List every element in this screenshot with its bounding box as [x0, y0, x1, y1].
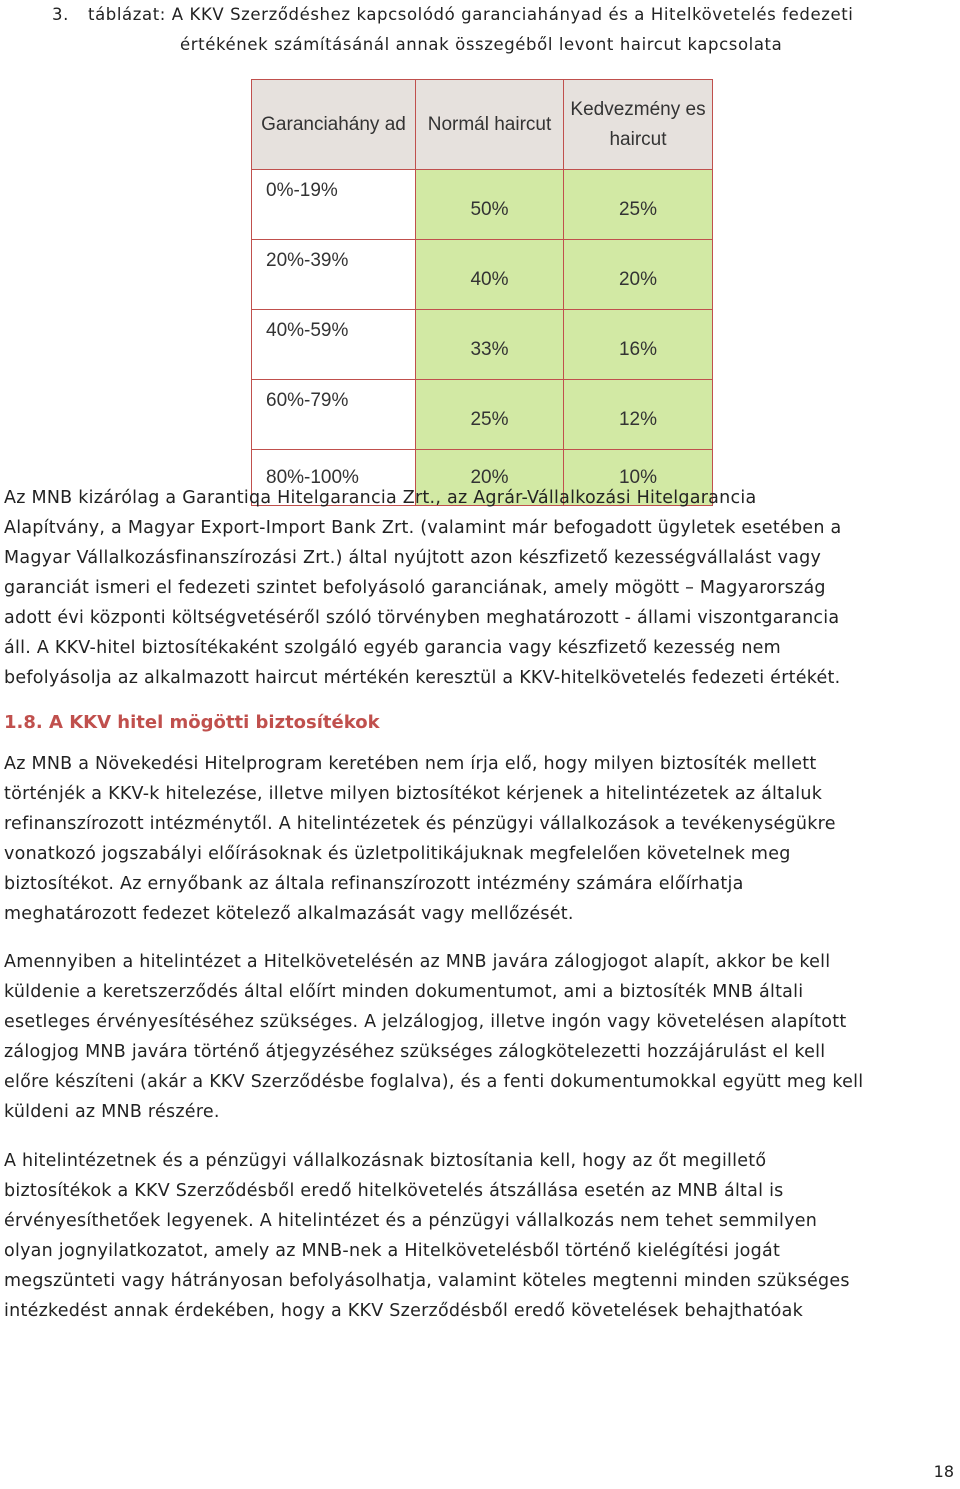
page-number: 18 [933, 1462, 954, 1481]
preferential-haircut-cell: 20% [564, 240, 713, 310]
range-cell: 40%-59% [252, 310, 416, 380]
paragraph-pledge-documents [4, 947, 954, 1127]
range-cell: 80%-100% [252, 450, 416, 506]
text-line: zálogjog MNB javára történő átjegyzéséhez szükséges zálogkötelezetti hozzájárulást el kell [4, 1042, 826, 1062]
text-line: Az MNB a Növekedési Hitelprogram keretében nem írja elő, hogy milyen biztosíték mellett [4, 754, 817, 774]
preferential-haircut-cell: 10% [564, 450, 713, 506]
text-line: befolyásolja az alkalmazott haircut mértékén keresztül a KKV-hitelkövetelés fedezeti értékét. [4, 668, 841, 688]
text-line: meghatározott fedezet kötelező alkalmazását vagy mellőzését. [4, 904, 574, 924]
text-line: történjék a KKV-k hitelezése, illetve milyen biztosítékot kérjenek a hitelintézetek az általuk [4, 784, 823, 804]
text-line: áll. A KKV-hitel biztosítékaként szolgáló egyéb garancia vagy készfizető kezesség nem [4, 638, 781, 658]
text-line: intézkedést annak érdekében, hogy a KKV Szerződésből eredő követelések behajthatóak [4, 1301, 803, 1321]
text-line: Magyar Vállalkozásfinanszírozási Zrt.) által nyújtott azon készfizető kezességvállalást vagy [4, 548, 822, 568]
text-line: esetleges érvényesítéséhez szükséges. A jelzálogjog, illetve ingón vagy követelésen alapított [4, 1012, 847, 1032]
haircut-table [251, 79, 713, 506]
section-heading: 1.8. A KKV hitel mögötti biztosítékok [4, 712, 380, 733]
range-cell: 60%-79% [252, 380, 416, 450]
paragraph-enforceability [4, 1146, 954, 1326]
text-line: biztosítékok a KKV Szerződésből eredő hitelkövetelés átszállása esetén az MNB által is [4, 1181, 784, 1201]
preferential-haircut-cell: 25% [564, 170, 713, 240]
preferential-haircut-cell: 12% [564, 380, 713, 450]
normal-haircut-cell: 25% [416, 380, 564, 450]
normal-haircut-cell: 20% [416, 450, 564, 506]
range-cell: 20%-39% [252, 240, 416, 310]
normal-haircut-cell: 40% [416, 240, 564, 310]
text-line: A hitelintézetnek és a pénzügyi vállalkozásnak biztosítania kell, hogy az őt megillető [4, 1151, 767, 1171]
text-line: Alapítvány, a Magyar Export-Import Bank Zrt. (valamint már befogadott ügyletek esetében a [4, 518, 842, 538]
preferential-haircut-cell: 16% [564, 310, 713, 380]
paragraph-collateral-rules [4, 749, 954, 929]
header-preferential-haircut: Kedvezmény es haircut [564, 80, 713, 170]
text-line: garanciát ismeri el fedezeti szintet befolyásoló garanciának, amely mögött – Magyarország [4, 578, 826, 598]
text-line: küldeni az MNB részére. [4, 1102, 220, 1122]
table-header-row [252, 80, 713, 170]
text-line: refinanszírozott intézménytől. A hitelintézetek és pénzügyi vállalkozások a tevékenységükre [4, 814, 836, 834]
range-cell: 0%-19% [252, 170, 416, 240]
text-line: Az MNB kizárólag a Garantiqa Hitelgarancia Zrt., az Agrár-Vállalkozási Hitelgarancia [4, 488, 757, 508]
text-line: előre készíteni (akár a KKV Szerződésbe foglalva), és a fenti dokumentumokkal együtt meg kell [4, 1072, 864, 1092]
table-row [252, 240, 713, 310]
text-line: olyan jognyilatkozatot, amely az MNB-nek a Hitelkövetelésből történő kielégítési jogát [4, 1241, 781, 1261]
text-line: megszünteti vagy hátrányosan befolyásolhatja, valamint köteles megtenni minden szükséges [4, 1271, 850, 1291]
paragraph-mnb-guarantees [4, 483, 954, 693]
normal-haircut-cell: 33% [416, 310, 564, 380]
header-guarantee-ratio: Garanciahány ad [252, 80, 416, 170]
table-row [252, 310, 713, 380]
normal-haircut-cell: 50% [416, 170, 564, 240]
caption-line-1: táblázat: A KKV Szerződéshez kapcsolódó garanciahányad és a Hitelkövetelés fedezeti [88, 5, 854, 24]
table-row [252, 170, 713, 240]
text-line: érvényesíthetőek legyenek. A hitelintézet és a pénzügyi vállalkozás nem tehet semmilyen [4, 1211, 818, 1231]
text-line: Amennyiben a hitelintézet a Hitelkövetelésén az MNB javára zálogjogot alapít, akkor be kell [4, 952, 831, 972]
text-line: biztosítékot. Az ernyőbank az általa refinanszírozott intézmény számára előírhatja [4, 874, 744, 894]
text-line: küldenie a keretszerződés által előírt minden dokumentumot, ami a biztosíték MNB általi [4, 982, 804, 1002]
header-normal-haircut: Normál haircut [416, 80, 564, 170]
caption-number: 3. [52, 5, 69, 24]
caption-line-2: értékének számításánál annak összegéből levont haircut kapcsolata [180, 35, 783, 54]
text-line: adott évi központi költségvetéséről szóló törvényben meghatározott - állami viszontgarancia [4, 608, 840, 628]
table-row [252, 380, 713, 450]
text-line: vonatkozó jogszabályi előírásoknak és üzletpolitikájuknak megfelelően követelnek meg [4, 844, 791, 864]
